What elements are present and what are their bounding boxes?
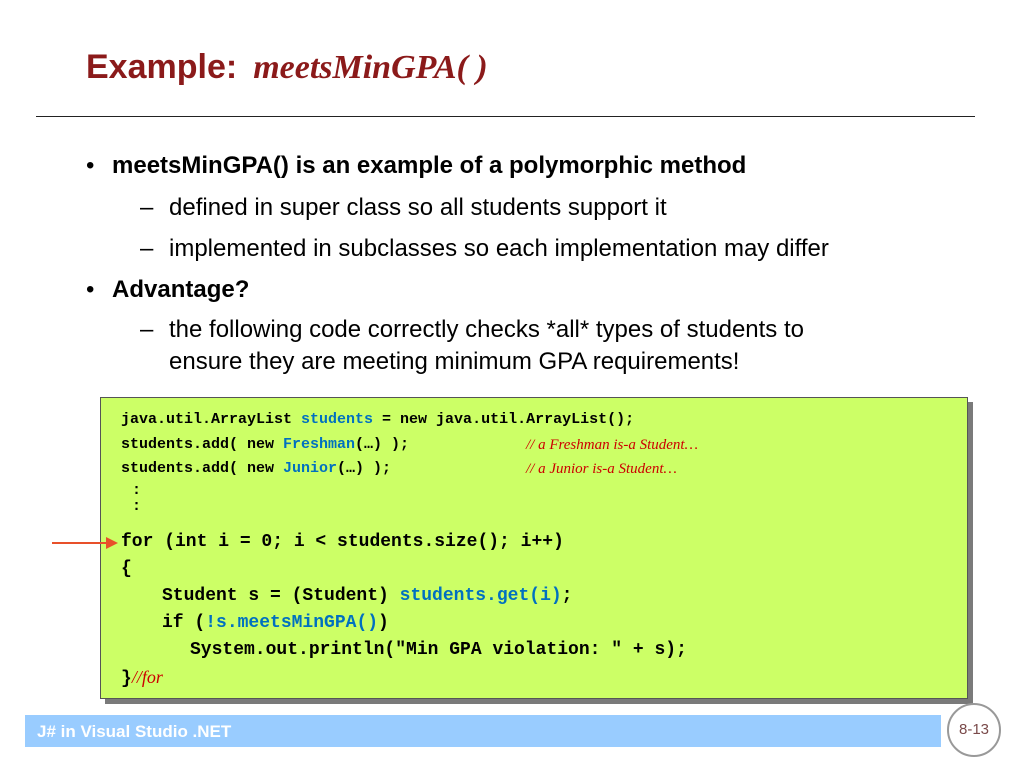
pointer-arrow-icon	[52, 534, 118, 552]
subbullet-subclasses	[140, 235, 829, 263]
code-highlight: students.get(i)	[399, 586, 562, 606]
subbullet-super-class	[140, 194, 667, 222]
slide-title	[86, 48, 488, 87]
bullet-text: Advantage?	[112, 276, 250, 303]
code-line-add-freshman	[121, 436, 409, 453]
code-line-close-brace	[121, 667, 163, 689]
subbullet-marker: –	[140, 194, 154, 221]
subbullet-marker: –	[140, 235, 154, 262]
code-ellipsis-2: :	[132, 498, 142, 515]
subbullet-text-line2: ensure they are meeting minimum GPA requirements!	[169, 348, 740, 375]
subbullet-text-line1: the following code correctly checks *all* types of students to	[169, 316, 804, 343]
subbullet-code-checks	[140, 316, 804, 375]
title-prefix: Example:	[86, 48, 238, 86]
code-text: if (	[162, 613, 206, 633]
code-text: (…) );	[355, 436, 410, 453]
code-highlight: Junior	[283, 460, 338, 477]
title-method: meetsMinGPA( )	[253, 49, 488, 86]
code-ellipsis-1: :	[132, 482, 142, 499]
bullet-marker: •	[86, 276, 95, 303]
bullet-advantage	[86, 276, 249, 304]
code-text: ;	[561, 586, 573, 606]
subbullet-text: defined in super class so all students support it	[169, 194, 667, 221]
code-text: students.add( new	[121, 460, 284, 477]
subbullet-marker: –	[140, 316, 154, 343]
title-divider	[36, 116, 975, 117]
code-line-println: System.out.println("Min GPA violation: " + s);	[190, 640, 687, 660]
code-highlight: !s.meetsMinGPA()	[205, 613, 379, 633]
code-comment-junior: // a Junior is-a Student…	[526, 461, 677, 477]
code-text: java.util.ArrayList	[121, 411, 302, 428]
footer-text: J# in Visual Studio .NET	[37, 722, 232, 741]
code-line-for: for (int i = 0; i < students.size(); i++)	[121, 532, 564, 552]
bullet-text: meetsMinGPA() is an example of a polymorphic method	[112, 152, 747, 179]
code-text: }	[121, 669, 132, 689]
code-text: )	[378, 613, 389, 633]
code-text: (…) );	[337, 460, 392, 477]
code-line-arraylist	[121, 411, 634, 428]
code-comment-for: //for	[131, 667, 163, 687]
code-line-student-cast	[162, 586, 572, 606]
code-text: Student s = (Student)	[162, 586, 400, 606]
code-highlight: students	[301, 411, 374, 428]
code-comment-freshman: // a Freshman is-a Student…	[526, 437, 698, 453]
footer-bar	[25, 715, 941, 747]
code-line-open-brace: {	[121, 559, 132, 579]
code-line-add-junior	[121, 460, 391, 477]
bullet-polymorphic	[86, 152, 746, 180]
subbullet-text: implemented in subclasses so each implementation may differ	[169, 235, 829, 262]
code-text: = new java.util.ArrayList();	[373, 411, 635, 428]
code-highlight: Freshman	[283, 436, 356, 453]
page-number-badge: 8-13	[947, 703, 1001, 757]
code-text: students.add( new	[121, 436, 284, 453]
bullet-marker: •	[86, 152, 95, 179]
code-line-if	[162, 613, 389, 633]
